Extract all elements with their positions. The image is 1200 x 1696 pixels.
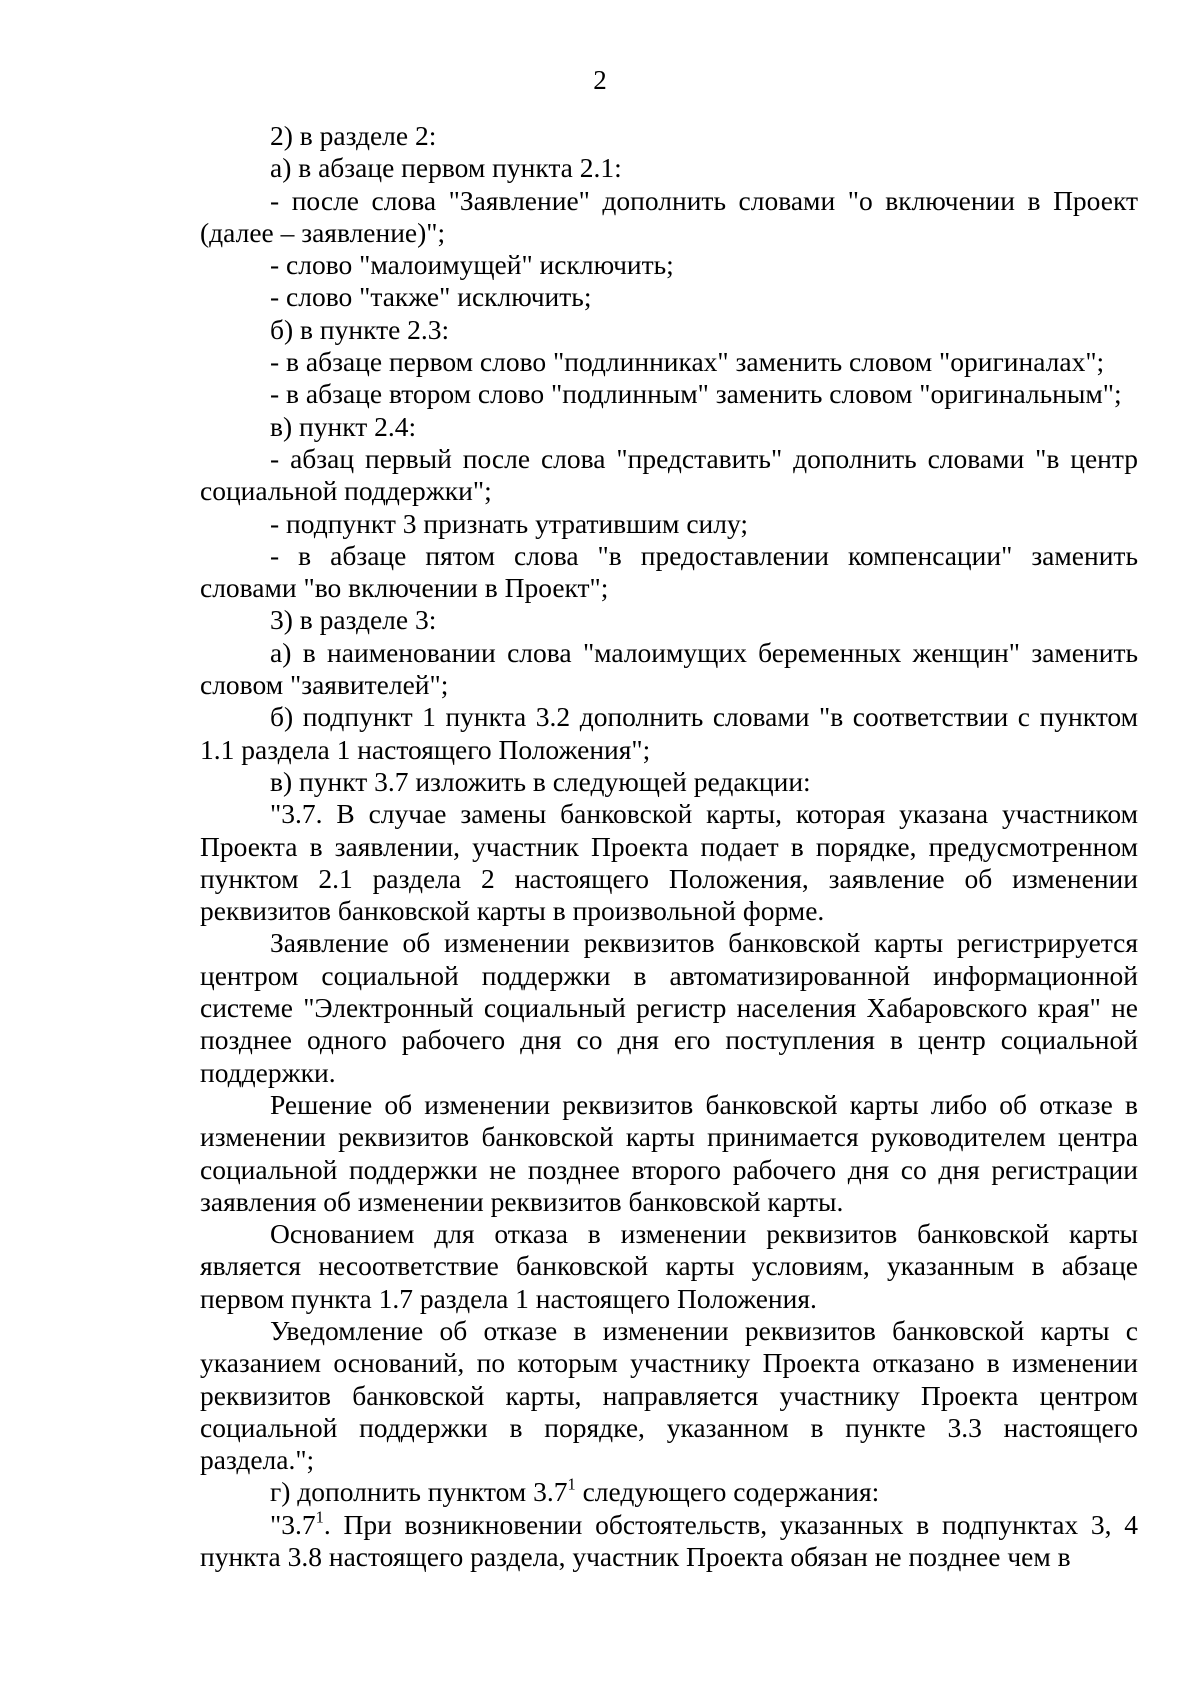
page-number: 2 (593, 65, 607, 95)
paragraph: в) пункт 3.7 изложить в следующей редакции: (270, 765, 811, 797)
paragraph: - подпункт 3 признать утратившим силу; (270, 507, 749, 539)
paragraph-item-g (200, 1476, 1138, 1508)
paragraph: - после слова "Заявление" дополнить словами "о включении в Проект (далее – заявление)"; (200, 184, 1138, 248)
paragraph: - слово "малоимущей" исключить; (270, 249, 674, 281)
paragraph: - в абзаце пятом слова "в предоставлении компенсации" заменить словами "во включении в Проект"; (200, 539, 1138, 604)
paragraph: а) в абзаце первом пункта 2.1: (270, 152, 622, 184)
paragraph-text: . При возникновении обстоятельств, указанных в подпунктах 3, 4 пункта 3.8 настоящего раздела, участник Проекта обязан не позднее чем в (200, 1508, 1138, 1573)
paragraph-text: "3.7 (270, 1508, 316, 1540)
superscript: 1 (567, 1474, 576, 1494)
paragraph: 3) в разделе 3: (270, 604, 437, 636)
paragraph: - слово "также" исключить; (270, 281, 592, 313)
paragraph: Основанием для отказа в изменении реквизитов банковской карты является несоответствие банковской карты условиям, указанным в абзаце первом пункта 1.7 раздела 1 настоящего Положения. (200, 1218, 1138, 1314)
paragraph: 2) в разделе 2: (270, 120, 437, 151)
paragraph: - абзац первый после слова "представить" дополнить словами "в центр социальной поддержки"; (200, 442, 1138, 507)
paragraph: Уведомление об отказе в изменении реквизитов банковской карты с указанием оснований, по которым участнику Проекта отказано в изменении реквизитов банковской карты, направляется участнику Проекта центром социальной поддержки в порядке, указанном в пункте 3.3 настоящего раздела."; (200, 1314, 1138, 1476)
superscript: 1 (315, 1507, 324, 1527)
paragraph-item-3-7-1 (200, 1509, 1138, 1574)
paragraph: Заявление об изменении реквизитов банковской карты регистрируется центром социальной поддержки в автоматизированной информационной системе "Электронный социальный регистр населения Хабаровского края" не позднее одного рабочего дня со дня его поступления в центр социальной поддержки. (200, 927, 1138, 1088)
paragraph-text: г) дополнить пунктом 3.7 (270, 1476, 568, 1508)
paragraph: в) пункт 2.4: (270, 410, 417, 442)
document-body (200, 120, 1138, 1573)
paragraph: б) в пункте 2.3: (270, 313, 450, 345)
paragraph: - в абзаце первом слово "подлинниках" заменить словом "оригиналах"; (270, 346, 1105, 378)
paragraph: б) подпункт 1 пункта 3.2 дополнить словами "в соответствии с пунктом 1.1 раздела 1 настоящего Положения"; (200, 701, 1138, 765)
paragraph: "3.7. В случае замены банковской карты, которая указана участником Проекта в заявлении, участник Проекта подает в порядке, предусмотренном пунктом 2.1 раздела 2 настоящего Положения, заявление об изменении реквизитов банковской карты в произвольной форме. (200, 798, 1138, 927)
paragraph-text: следующего содержания: (575, 1476, 880, 1508)
paragraph: Решение об изменении реквизитов банковской карты либо об отказе в изменении реквизитов банковской карты принимается руководителем центра социальной поддержки не позднее второго рабочего дня со дня регистрации заявления об изменении реквизитов банковской карты. (200, 1088, 1138, 1217)
paragraph: а) в наименовании слова "малоимущих беременных женщин" заменить словом "заявителей"; (200, 636, 1138, 701)
paragraph: - в абзаце втором слово "подлинным" заменить словом "оригинальным"; (270, 378, 1122, 410)
